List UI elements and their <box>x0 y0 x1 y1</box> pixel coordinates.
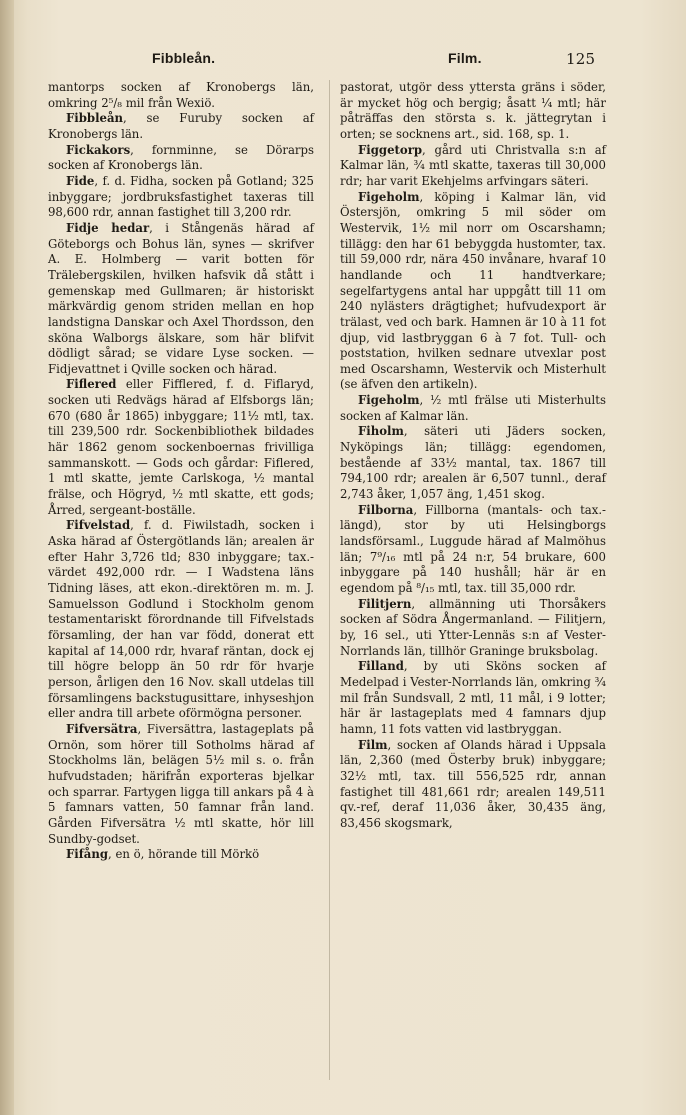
dictionary-entry <box>48 847 314 863</box>
page-binding-edge <box>0 0 14 1115</box>
dictionary-entry <box>340 424 606 502</box>
dictionary-entry <box>48 377 314 518</box>
entry-text: , gård uti Christvalla s:n af Kalmar län, ¾ mtl skatte, taxeras till 30,000 rdr; har varit Ekehjelms arfvingars säteri. <box>340 142 606 188</box>
entry-text: , köping i Kalmar län, vid Östersjön, omkring 5 mil söder om Westervik, 1½ mil norr om Oscarshamn; tillägg: den har 61 bebyggda hustomter, tax. till 59,000 rdr, nära 450 invånare, hvaraf 10 handlande och 11 handtverkare; segelfartygens antal har uppgått till 11 om 240 nylästers drägtighet; hufvudexport är trälast, ved och bark. Hamnen är 10 à 11 fot djup, vid lastbryggan 6 à 7 fot. Tull- och poststation, hvilken sednare utvexlar post med Oscarshamn, Westervik och Misterhult (se äfven den artikeln). <box>340 189 606 392</box>
entry-headword: Fiflered <box>66 377 117 392</box>
dictionary-entry <box>48 518 314 722</box>
entry-text: , fornminne, se Dörarps socken af Kronobergs län. <box>48 142 314 173</box>
dictionary-entry <box>340 597 606 660</box>
dictionary-entry <box>48 111 314 142</box>
entry-headword: Fibbleån <box>66 111 124 126</box>
entry-text: , allmänning uti Thorsåkers socken af Södra Ångermanland. — Filitjern, by, 16 sel., uti Ytter-Lennäs s:n af Vester-Norrlands län, tillhör Graninge bruksbolag. <box>340 596 606 658</box>
entry-text: , Fillborna (mantals- och tax.-längd), stor by uti Helsingborgs landsförsaml., Luggude härad af Malmöhus län; 7⁹/₁₆ mtl på 24 n:r, 54 brukare, 600 inbyggare på 140 hushåll; här är en egendom på ⁸/₁₅ mtl, tax. till 35,000 rdr. <box>340 502 606 595</box>
dictionary-entry <box>340 190 606 394</box>
entry-text: , f. d. Fiwilstadh, socken i Aska härad af Östergötlands län; arealen är efter Hahr 3,726 tld; 830 inbyggare; tax.-värdet 492,000 rdr. — I Wadstena läns Tidning läses, att ekon.-direktören m. m. J. Samuelsson Godlund i Stockholm genom testamentariskt förordnande till Fifvelstads församling, der han var född, donerat ett kapital af 14,000 rdr, hvaraf räntan, dock ej till högre belopp än 50 rdr för hvarje person, årligen den 16 Nov. skall utdelas till församlingens backstugusittare, inhyseshjon eller andra till arbete oförmögna personer. <box>48 518 314 721</box>
entry-text: mantorps socken af Kronobergs län, omkring 2⁵/₈ mil från Wexiö. <box>48 80 314 110</box>
entry-text: , en ö, hörande till Mörkö <box>108 847 260 862</box>
running-header <box>0 50 686 72</box>
dictionary-entry <box>340 393 606 424</box>
entry-headword: Filland <box>358 659 404 674</box>
entry-continuation <box>340 80 606 143</box>
left-column <box>48 80 314 863</box>
entry-headword: Fifång <box>66 847 109 862</box>
entry-headword: Fide <box>66 173 95 188</box>
entry-headword: Fifversätra <box>66 721 138 736</box>
entry-continuation <box>48 80 314 111</box>
entry-headword: Fickakors <box>66 142 131 157</box>
entry-headword: Fidje hedar <box>66 220 150 235</box>
entry-text: , se Furuby socken af Kronobergs län. <box>48 111 314 141</box>
entry-text: pastorat, utgör dess yttersta gräns i söder, är mycket hög och bergig; åsatt ¼ mtl; här påträffas den största s. k. jättegrytan i orten; se socknens art., sid. 168, sp. 1. <box>340 80 606 141</box>
entry-text: , i Stångenäs härad af Göteborgs och Bohus län, synes — skrifver A. E. Holmberg — varit botten för Trälebergskilen, hvilken hafsvik då stått i gemenskap med Gullmaren; är historiskt märkvärdig genom striden mellan en hop landstigna Danskar och Axel Thordsson, den sköna Walborgs älskare, som här blifvit dödligt sårad; se vidare Lyse socken. — Fidjevattnet i Qville socken och härad. <box>48 220 314 376</box>
entry-headword: Figgetorp <box>358 142 423 157</box>
entry-text: eller Fifflered, f. d. Fiflaryd, socken uti Redvägs härad af Elfsborgs län; 670 (680 år 1865) inbyggare; 11½ mtl, tax. till 239,500 rdr. Sockenbibliothek bildades här 1862 genom sockenboernas frivilliga sammanskott. — Gods och gårdar: Fiflered, 1 mtl skatte, jemte Carlskoga, ½ mantal frälse, och Högryd, ½ mtl skatte, ett gods; Årred, sergeant-boställe. <box>48 377 314 517</box>
dictionary-entry <box>48 221 314 378</box>
right-column <box>340 80 606 832</box>
dictionary-entry <box>340 503 606 597</box>
column-divider <box>329 80 330 1080</box>
entry-headword: Figeholm <box>358 393 420 408</box>
header-center-word: Film. <box>448 50 482 66</box>
entry-text: , by uti Sköns socken af Medelpad i Vester-Norrlands län, omkring ¾ mil från Sundsvall, 2 mtl, 11 mål, i 9 lotter; här är lastageplats med 4 famnars djup hamn, 11 fots vatten vid lastbryggan. <box>340 659 606 736</box>
entry-headword: Fifvelstad <box>66 518 131 533</box>
page-number: 125 <box>566 50 596 68</box>
entry-headword: Figeholm <box>358 189 420 204</box>
entry-text: , ½ mtl frälse uti Misterhults socken af Kalmar län. <box>340 393 606 423</box>
entry-text: , säteri uti Jäders socken, Nyköpings län; tillägg: egendomen, bestående af 33½ mantal, tax. 1867 till 794,100 rdr; arealen är 6,507 tunnl., deraf 2,743 åker, 1,057 äng, 1,451 skog. <box>340 424 606 502</box>
header-left-word: Fibbleån. <box>152 50 216 66</box>
dictionary-entry <box>340 659 606 737</box>
dictionary-entry <box>340 738 606 832</box>
entry-headword: Filitjern <box>358 596 412 611</box>
entry-headword: Fiholm <box>358 424 404 439</box>
entry-headword: Film <box>358 737 388 752</box>
dictionary-entry <box>48 143 314 174</box>
entry-text: , Fiversättra, lastageplats på Ornön, som hörer till Sotholms härad af Stockholms län, belägen 5½ mil s. o. från hufvudstaden; härifrån exporteras bjelkar och sparrar. Fartygen ligga till ankars på 4 à 5 famnars vatten, 50 famnar från land. Gården Fifversätra ½ mtl skatte, hör lill Sundby-godset. <box>48 721 314 846</box>
entry-headword: Filborna <box>358 502 414 517</box>
dictionary-entry <box>48 722 314 847</box>
dictionary-entry <box>340 143 606 190</box>
dictionary-entry <box>48 174 314 221</box>
entry-text: , socken af Olands härad i Uppsala län, 2,360 (med Österby bruk) inbyggare; 32½ mtl, tax. till 556,525 rdr, annan fastighet till 481,661 rdr; arealen 149,511 qv.-ref, deraf 11,036 åker, 30,435 äng, 83,456 skogsmark, <box>340 737 606 830</box>
entry-text: , f. d. Fidha, socken på Gotland; 325 inbyggare; jordbruksfastighet taxeras till 98,600 rdr, annan fastighet till 3,200 rdr. <box>48 173 314 220</box>
